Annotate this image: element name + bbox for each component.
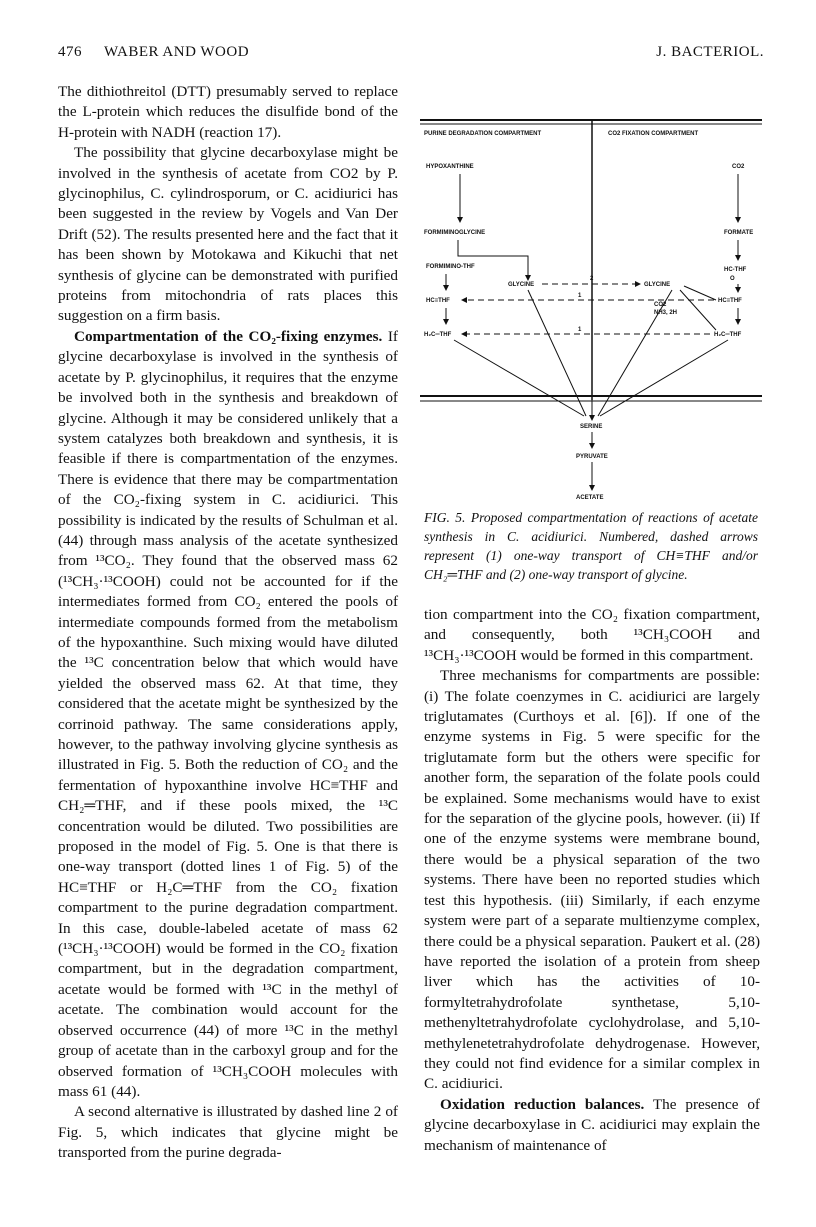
arrow-1a-label: 1 [578, 293, 582, 299]
page-number: 476 [58, 44, 82, 60]
arrow-2-label: 2 [590, 276, 594, 282]
arrow-1b-label: 1 [578, 327, 582, 333]
right-column [424, 605, 760, 1156]
figure-5 [418, 118, 764, 503]
formyl-thf-label: HC-THF [724, 267, 747, 273]
section-heading: Compartmentation of the CO₂-fixing enzymes. [74, 327, 383, 345]
paragraph-text: If glycine decarboxylase is involved in the synthesis of acetate by P. glycinophilus, it requires that the enzyme be involved both in the synthesis and breakdown of glycine. Although it may be considered unlikely that a system catalyzes both breakdown and synthesis, it is feasible if there is compartmentation of the enzymes. There is evidence that there may be compartmentation of the CO₂-fixing system in C. acidiurici. This possibility is indicated by the results of Schulman et al. (44) through mass analysis of the acetate synthesized from ¹³CO₂. They found that the observed mass 62 (¹³CH₃·¹³COOH) could not be accounted for if the intermediates formed from CO₂ entered the pools of intermediate compounds formed from the metabolism of the hypoxanthine. Such mixing would have diluted the ¹³C concentration below that which would have yielded the observed mass 62. At that time, they considered that the acetate might be synthesized by the corrinoid pathway. The same considerations apply, however, to the pathway involving glycine synthesis as illustrated in Fig. 5. Both the reduction of CO₂ and the fermentation of hypoxanthine involve HC≡THF and CH₂═THF, and if these pools mixed, the ¹³C concentration would be diluted. Two possibilities are proposed in the model of Fig. 5. One is that there is one-way transport (dotted lines 1 of Fig. 5) of the HC≡THF or H₂C═THF from the CO₂ fixation compartment to the purine degradation compartment. In this case, double-labeled acetate of mass 62 (¹³CH₃·¹³COOH) would be formed in the CO₂ fixation compartment, but in the degradation compartment, acetate would be formed with ¹³C in the methyl of acetate. The combination would account for the observed occurrence (44) of more ¹³C in the methyl group of acetate than in the carboxyl group and for the observed formation of ¹³CH₃COOH molecules with mass 61 (44). [58, 327, 398, 1100]
formyl-oxygen-label: O [730, 276, 735, 282]
serine-label: SERINE [580, 424, 603, 430]
hypoxanthine-label: HYPOXANTHINE [426, 164, 474, 170]
left-column [58, 82, 398, 1164]
glycine-left-label: GLYCINE [508, 282, 535, 288]
co2-label: CO2 [732, 164, 745, 170]
formimino-thf-label: FORMIMINO-THF [426, 264, 475, 270]
paragraph: tion compartment into the CO₂ fixation compartment, and consequently, both ¹³CH₃COOH and ¹³CH₃·¹³COOH would be formed in this compartment. [424, 606, 760, 664]
paragraph [58, 327, 398, 1102]
formiminoglycine-label: FORMIMINOGLYCINE [424, 230, 486, 236]
pyruvate-label: PYRUVATE [576, 454, 608, 460]
hc-thf-left-label: HC≡THF [426, 298, 450, 304]
paragraph: A second alternative is illustrated by dashed line 2 of Fig. 5, which indicates that glycine might be transported from the purine degrada- [58, 1103, 398, 1162]
running-head-authors: WABER AND WOOD [104, 44, 250, 60]
h2c-thf-left-label: H₂C═THF [424, 332, 452, 338]
glycine-right-label: GLYCINE [644, 282, 671, 288]
left-compartment-title: PURINE DEGRADATION COMPARTMENT [424, 131, 542, 137]
right-compartment-title: CO2 FIXATION COMPARTMENT [608, 131, 699, 137]
formate-label: FORMATE [724, 230, 754, 236]
running-head-journal: J. BACTERIOL. [656, 44, 764, 60]
hc-thf-right-label: HC≡THF [718, 298, 742, 304]
paragraph-text: The presence of glycine decarboxylase in C. acidiurici may explain the mechanism of maintenance of [424, 1095, 760, 1154]
compartment-diagram [418, 118, 764, 503]
nh3-2h-label: NH3, 2H [654, 310, 678, 316]
paragraph: The dithiothreitol (DTT) presumably served to replace the L-protein which reduces the disulfide bond of the H-protein with NADH (reaction 17). [58, 83, 398, 141]
h2c-thf-right-label: H₂C═THF [714, 332, 742, 338]
paragraph: Three mechanisms for compartments are possible: (i) The folate coenzymes in C. acidiurici are largely triglutamates (Curthoys et al. [6]). If one of the enzyme systems in Fig. 5 were specific for the triglutamate form but the others were specific for another form, the separation of the folate pools could be explained. Some mechanisms would have to exist for the separation of the glycine pools, however. (ii) If one of the enzyme systems were membrane bound, there would be a physical separation of the two systems. There have been no reported studies which test this hypothesis. (iii) Similarly, if each enzyme system were part of a separate multienzyme complex, there could be a physical separation. Paukert et al. (28) have reported the isolation of a protein from sheep liver which has the activities of 10-formyltetrahydrofolate synthetase, 5,10-methenyltetrahydrofolate cyclohydrolase, and 5,10-methylenetetrahydrofolate dehydrogenase. However, they could not find evidence for a similar complex in C. acidiurici. [424, 667, 760, 1093]
co2-nh3-label: CO2 [654, 302, 667, 308]
paragraph [424, 1095, 760, 1156]
figure-caption: FIG. 5. Proposed compartmentation of reactions of acetate synthesis in C. acidiurici. Numbered, dashed arrows represent (1) one-way transport of CH≡THF and/or CH₂═THF and (2) one-way transport of glycine. [424, 510, 758, 582]
paragraph: The possibility that glycine decarboxylase might be involved in the synthesis of acetate from CO2 by P. glycinophilus, C. cylindrosporum, or C. acidiurici has been suggested in the review by Vogels and Van Der Drift (52). The results presented here and the fact that it has been shown by Motokawa and Kikuchi that net synthesis of glycine can be demonstrated with purified proteins from mitochondria of rats places this suggestion on a firm basis. [58, 144, 398, 325]
acetate-label: ACETATE [576, 495, 604, 501]
section-heading: Oxidation reduction balances. [440, 1095, 645, 1113]
